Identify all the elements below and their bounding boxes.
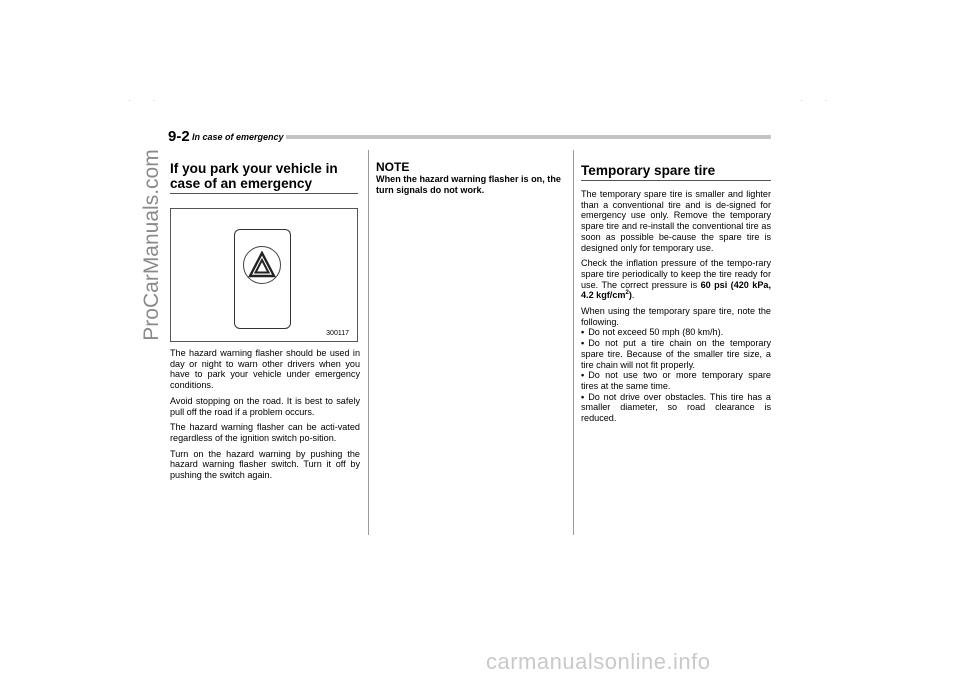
- list-item: [581, 338, 771, 370]
- paragraph: Avoid stopping on the road. It is best to safely pull off the road if a problem occurs.: [170, 395, 360, 417]
- crop-marks-right: · ·: [800, 95, 837, 106]
- list-item: [581, 327, 771, 338]
- column-middle: [376, 161, 566, 195]
- pressure-period: .: [631, 290, 635, 301]
- bullet-icon: •: [581, 338, 585, 349]
- page-header: [168, 128, 771, 146]
- crop-marks-left: · ·: [128, 95, 165, 106]
- pressure-value-close: ): [628, 290, 632, 301]
- paragraph: The temporary spare tire is smaller and lighter than a conventional tire and is de-signed for emergency use only. Remove the temporary spare tire and re-install the conventional tire as soon as possible be-cause the spare tire is designed only for temporary use.: [581, 189, 771, 253]
- list-item-text: Do not exceed 50 mph (80 km/h).: [588, 327, 724, 338]
- bullet-icon: •: [581, 327, 585, 338]
- page-number: 9-2: [168, 128, 190, 145]
- figure-code: 300117: [326, 330, 349, 337]
- list-item-text: Do not put a tire chain on the temporary spare tire. Because of the smaller tire size, a tire chain will not fit properly.: [581, 338, 771, 370]
- column-divider-1: [368, 150, 369, 535]
- hazard-switch: [234, 229, 291, 329]
- paragraph: The hazard warning flasher should be used in day or night to warn other drivers when you have to park your vehicle under emergency conditions.: [170, 348, 360, 391]
- column-right: [581, 161, 771, 424]
- section-title: In case of emergency: [192, 132, 284, 142]
- pressure-unit-superscript: 2: [625, 290, 629, 297]
- paragraph: The hazard warning flasher can be acti-vated regardless of the ignition switch po-sition.: [170, 422, 360, 443]
- bottom-watermark: carmanualsonline.info: [486, 649, 711, 674]
- paragraph-pressure: [581, 258, 771, 301]
- section-heading-park: If you park your vehicle in case of an emergency: [170, 161, 358, 194]
- note-heading: NOTE: [376, 160, 410, 174]
- list-item: [581, 392, 771, 424]
- bullet-icon: •: [581, 370, 585, 381]
- list-item-text: Do not drive over obstacles. This tire has a smaller diameter, so road clearance is reduced.: [581, 391, 771, 424]
- bullet-icon: •: [581, 391, 585, 402]
- list-item: [581, 370, 771, 391]
- list-item-text: Do not use two or more temporary spare tires at the same time.: [581, 370, 771, 391]
- hazard-button-circle: [243, 246, 281, 284]
- pressure-value-text: 60 psi (420 kPa, 4.2 kgf/cm: [581, 279, 771, 301]
- column-left: [170, 161, 360, 486]
- hazard-switch-figure: [170, 208, 358, 342]
- header-rule: [286, 135, 771, 139]
- column-divider-2: [573, 150, 574, 535]
- section-heading-spare-tire: Temporary spare tire: [581, 163, 771, 181]
- paragraph: When using the temporary spare tire, note the following.: [581, 306, 771, 327]
- pressure-text: Check the inflation pressure of the tempo-rary spare tire periodically to keep the tire ready for use. The correct pressure is: [581, 258, 771, 290]
- paragraph: Turn on the hazard warning by pushing the hazard warning flasher switch. Turn it off by pushing the switch again.: [170, 448, 360, 481]
- note-body: When the hazard warning flasher is on, the turn signals do not work.: [376, 174, 561, 195]
- hazard-triangle-icon: [248, 251, 276, 279]
- side-watermark: ProCarManuals.com: [140, 149, 163, 341]
